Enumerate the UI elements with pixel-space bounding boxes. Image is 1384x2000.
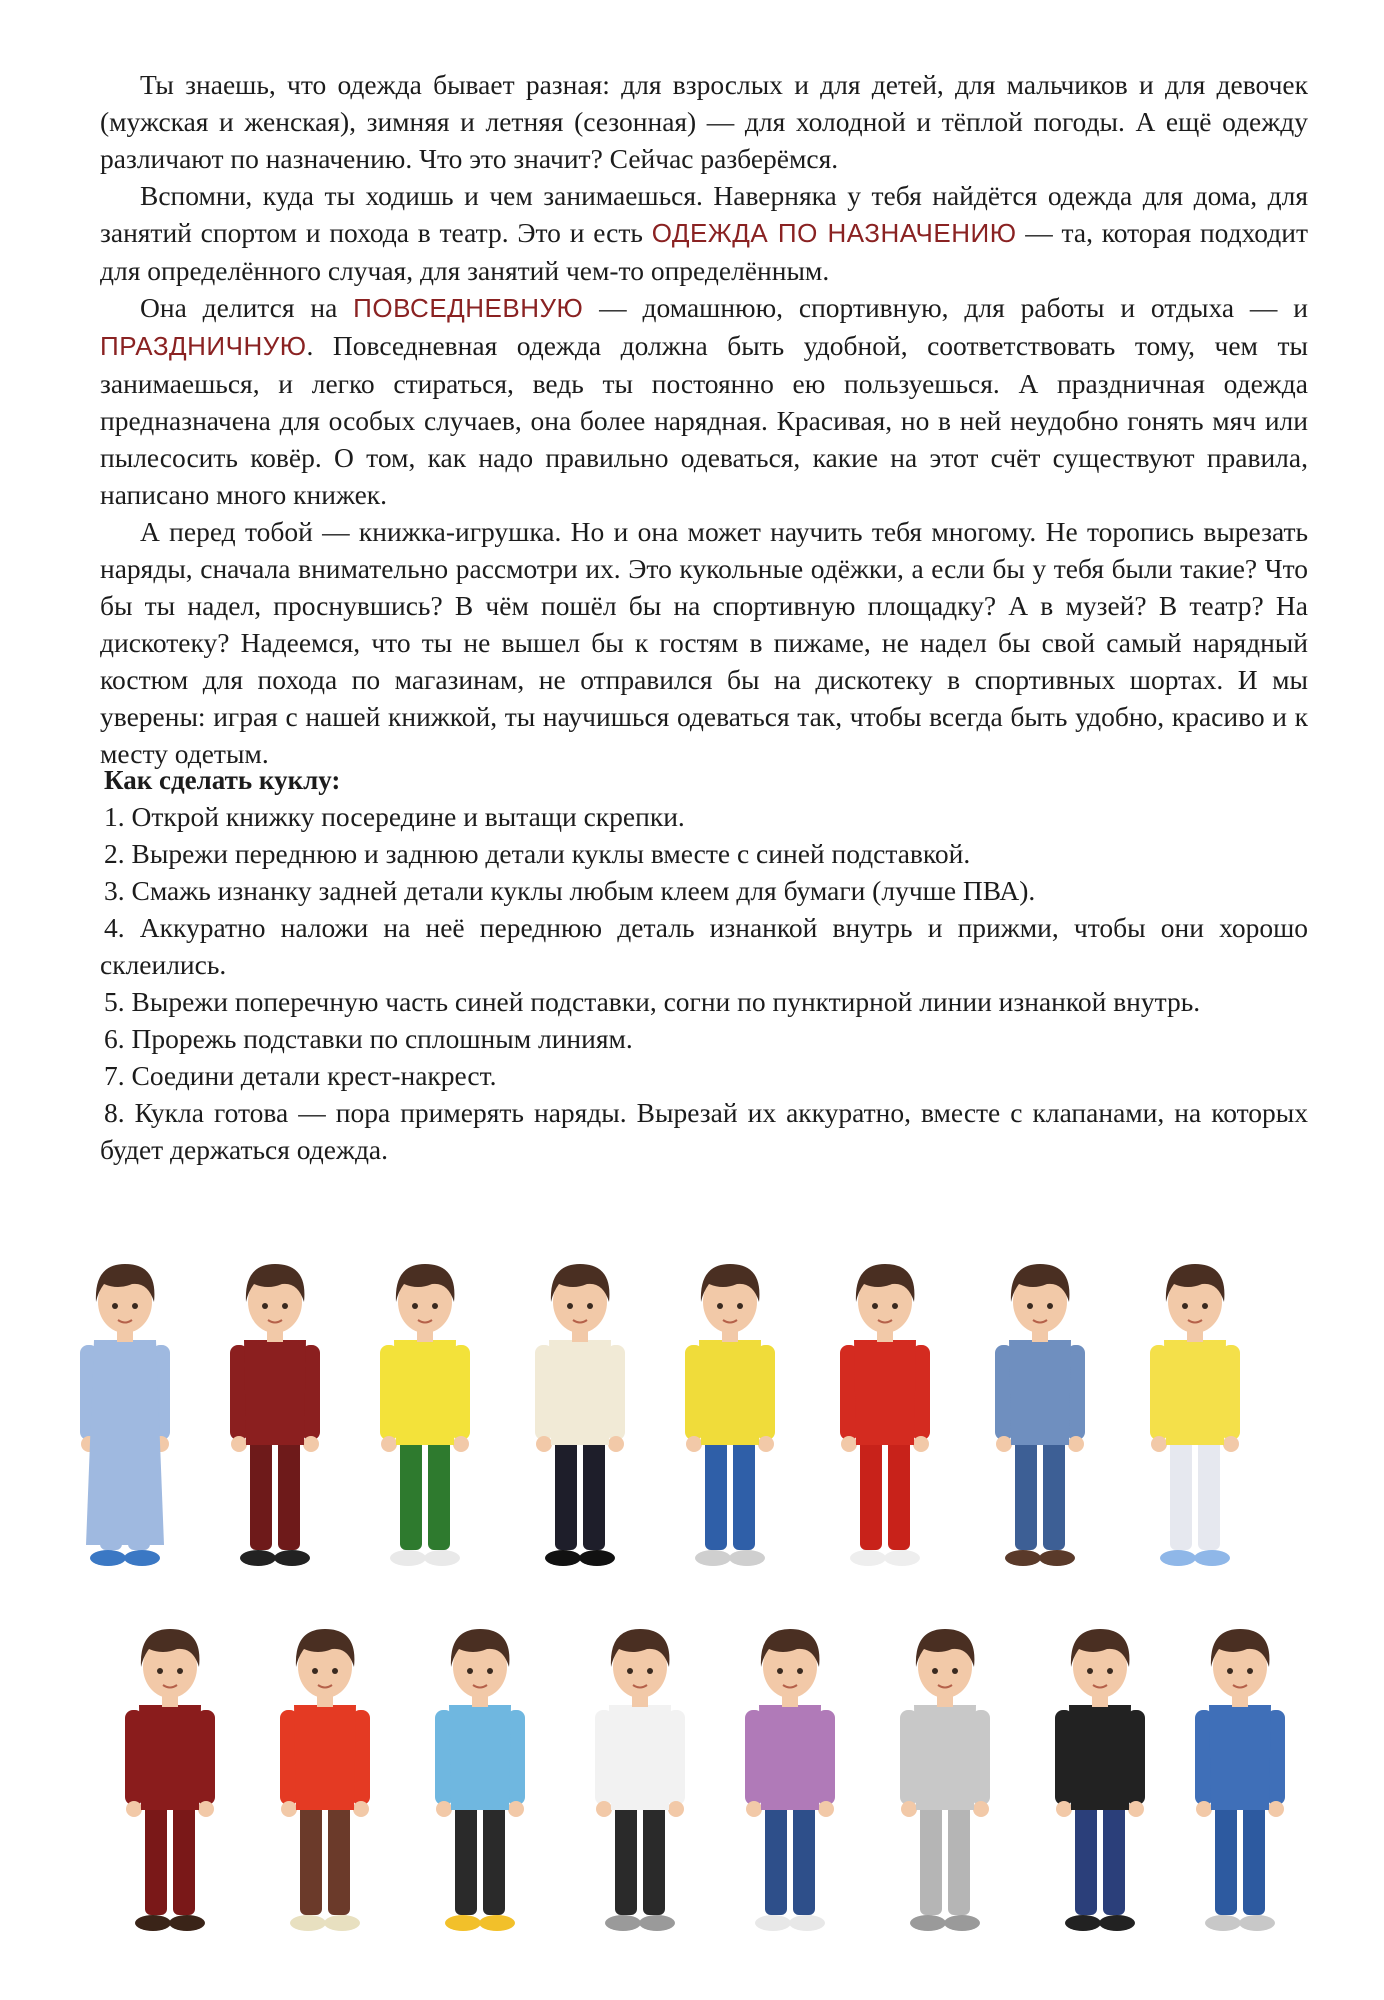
- intro-paragraph-1: Ты знаешь, что одежда бывает разная: для взрослых и для детей, для мальчиков и для девочек (мужская и женская), зимняя и летняя (сезонная) — для холодной и тёплой погоды. А ещё одежду различают по назначению. Что это значит? Сейчас разберёмся.: [100, 69, 1308, 174]
- doll-outfits-illustration: [60, 1250, 1330, 1970]
- intro-paragraph-4: А перед тобой — книжка-игрушка. Но и она может научить тебя многому. Не торопись вырезать наряды, сначала внимательно рассмотри их. Это кукольные одёжки, а если бы у тебя были такие? Что бы ты надел, проснувшись? В чём пошёл бы на спортивную площадку? А в музей? В театр? На дискотеку? Надеемся, что ты не вышел бы к гостям в пижаме, не надел бы свой самый нарядный костюм для похода по магазинам, не отправился бы на дискотеку в спортивных шортах. И мы уверены: играя с нашей книжкой, ты научишься одеваться так, чтобы всегда быть удобно, красиво и к месту одетым.: [100, 516, 1308, 769]
- step-6: 6. Прорежь подставки по сплошным линиям.: [104, 1023, 633, 1054]
- doll-figure-4: [515, 1250, 645, 1580]
- intro-paragraph-2: Вспомни, куда ты ходишь и чем занимаешься. Наверняка у тебя найдётся одежда для дома, для занятий спортом и похода в театр. Это и есть ОДЕЖДА ПО НАЗНАЧЕНИЮ — та, которая подходит для определённого случая, для занятий чем-то определённым.: [100, 180, 1308, 286]
- doll-figure-2: [210, 1250, 340, 1580]
- step-8: 8. Кукла готова — пора примерять наряды. Вырезай их аккуратно, вместе с клапанами, на которых будет держаться одежда.: [100, 1097, 1308, 1165]
- intro-text: [100, 66, 1308, 772]
- highlight-festive: ПРАЗДНИЧНУЮ: [100, 331, 307, 361]
- doll-figure-7: [975, 1250, 1105, 1580]
- doll-figure-5: [665, 1250, 795, 1580]
- doll-figure-15: [1035, 1615, 1165, 1945]
- highlight-everyday: ПОВСЕДНЕВНУЮ: [353, 293, 584, 323]
- step-1: 1. Открой книжку посередине и вытащи скрепки.: [104, 801, 685, 832]
- doll-figure-14: [880, 1615, 1010, 1945]
- doll-figure-11: [415, 1615, 545, 1945]
- highlight-purpose-clothing: ОДЕЖДА ПО НАЗНАЧЕНИЮ: [651, 218, 1017, 248]
- doll-figure-13: [725, 1615, 855, 1945]
- doll-figure-3: [360, 1250, 490, 1580]
- step-3: 3. Смажь изнанку задней детали куклы любым клеем для бумаги (лучше ПВА).: [104, 875, 1036, 906]
- step-2: 2. Вырежи переднюю и заднюю детали куклы вместе с синей подставкой.: [104, 838, 971, 869]
- doll-figure-1: [60, 1250, 190, 1580]
- doll-figure-9: [105, 1615, 235, 1945]
- step-7: 7. Соедини детали крест-накрест.: [104, 1060, 497, 1091]
- doll-figure-8: [1130, 1250, 1260, 1580]
- doll-figure-6: [820, 1250, 950, 1580]
- step-4: 4. Аккуратно наложи на неё переднюю деталь изнанкой внутрь и прижми, чтобы они хорошо склеились.: [100, 912, 1308, 980]
- how-to-section: [100, 762, 1308, 1168]
- how-to-title: Как сделать куклу:: [104, 765, 341, 795]
- doll-figure-10: [260, 1615, 390, 1945]
- intro-paragraph-3: Она делится на ПОВСЕДНЕВНУЮ — домашнюю, спортивную, для работы и отдыха — и ПРАЗДНИЧНУЮ. Повседневная одежда должна быть удобной, соответствовать тому, чем ты занимаешься, и легко стираться, ведь ты постоянно ею пользуешься. А праздничная одежда предназначена для особых случаев, она более нарядная. Красивая, но в ней неудобно гонять мяч или пылесосить ковёр. О том, как надо правильно одеваться, какие на этот счёт существуют правила, написано много книжек.: [100, 292, 1308, 510]
- doll-figure-12: [575, 1615, 705, 1945]
- step-5: 5. Вырежи поперечную часть синей подставки, согни по пунктирной линии изнанкой внутрь.: [104, 986, 1201, 1017]
- doll-figure-16: [1175, 1615, 1305, 1945]
